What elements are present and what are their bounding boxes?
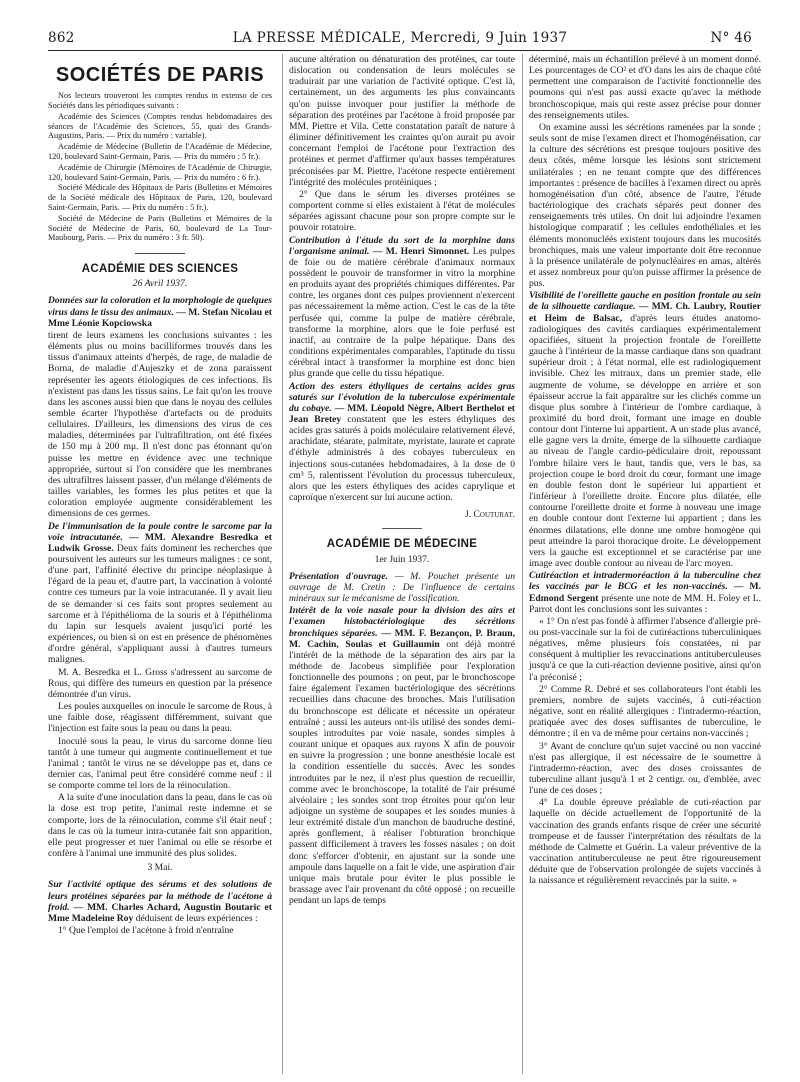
article-authors: — MM. Ch. Laubry, Routier et Heim de Balsac, <box>529 301 761 324</box>
divider <box>382 528 422 529</box>
article-text: — M. Pouchet présente un ouvrage de M. Cretin : De l'influence de certains minéraux sur le mécanisme de l'ossification. <box>289 570 515 605</box>
article-text: Les poules auxquelles on inocule le sarcome de Rous, à une faible dose, réagissent différemment, suivant que l'injection est faite sous la peau ou dans la peau. <box>48 701 272 735</box>
article-title: Contribution à l'étude du sort de la morphine dans l'organisme animal. <box>289 234 515 257</box>
society-entry: Académie de Médecine (Bulletin de l'Académie de Médecine, 120, boulevard Saint-Germain, Paris. — Prix du numéro : 5 fr.). <box>48 142 272 161</box>
society-entry: Académie des Sciences (Comptes rendus hebdomadaires des séances de l'Académie des Sciences, 55, quai des Grands-Augustins, Paris. — Prix du numéro : variable). <box>48 111 272 141</box>
article-heading <box>289 235 515 380</box>
society-entry: Société Médicale des Hôpitaux de Paris (Bulletins et Mémoires de la Société médicale des Hôpitaux de Paris, 120, boulevard Saint-Germain, Paris. — Prix du numéro : 5 fr.). <box>48 183 272 212</box>
article-authors: — MM. Charles Achard, Augustin Boutaric et Mme Madeleine Roy <box>48 901 272 924</box>
article-text: d'après leurs études anatomo-radiologiques des cavités cardiaques expérimentalement opacifiées, situent la projection frontale de l'oreillette gauche à l'intérieur de la masse cardiaque dans son quadrant supérieur droit ; à l'état normal, elle est radiologiquement invisible. Chez les mitraux, dans un premier stade, elle augmente de volume, se développe en arrière et son épaisseur accrue la fait apparaître sur les clichés comme un disque plus sombre à l'intérieur de l'ombre cardiaque, à proximité du bord droit, formant une image en double contour dont l'interne lui appartient. A un stade plus avancé, elle gagne vers la droite, émerge de la silhouette cardiaque au niveau de l'angle cardio-pédiculaire droit, repoussant l'ombre hilaire vers le haut, tandis que, vers le bas, sa projection coupe le bord droit du cœur, formant une image en double feston dont le supérieur lui appartient et l'inférieur à l'oreillette droite. Encore plus dilatée, elle contourne l'oreillette droite et forme à nouveau une image en double contour dont l'externe lui appartient ; dans les énormes dilatations, elle donne une ombre homogène qui peut atteindre la paroi thoracique droite. Le développement vers la gauche est exceptionnel et se caractérise par une image avec double contour au niveau de l'arc moyen. <box>529 312 761 570</box>
article-authors: — M. Stefan Nicolau et Mme Léonie Kopciowska <box>48 306 272 329</box>
article-text: 2° Comme R. Debré et ses collaborateurs l'ont établi les premiers, nombre de sujets vaccinés, à cuti-réaction négative, sont en réalité allergiques : l'intradermo-réaction, pratiquée avec des doses suffisantes de tuberculine, le démontre ; il en va de même pour certains non-vaccinés ; <box>529 683 761 740</box>
header-rule <box>48 50 752 51</box>
article-text: Deux faits dominent les recherches que poursuivent les auteurs sur les tumeurs malignes : ce sont, d'une part, l'affinité élective du principe néoplasique à l'égard de la peau et, d'autre part, la vaccination à volonté contre ces tumeurs par la voie intracutanée. Il y avait lieu de se demander si ces faits sont propres seulement au sarcome et à l'épithélioma de la souris et à l'épithélioma du lapin sur lesquels avaient jusqu'ici porté les expériences, ou bien si on est en présence de phénomènes d'ordre général, s'appliquant aussi à d'autres tumeurs malignes. <box>48 542 272 666</box>
article-title: Cutiréaction et intradermoréaction à la tuberculine chez les vaccinés par le BCG et les non-vaccinés. <box>529 570 761 593</box>
article-authors: — M. Edmond Sergent <box>529 581 761 604</box>
article-text: 3° Avant de conclure qu'un sujet vacciné ou non vacciné n'est pas allergique, il est nécessaire de le soumettre à l'intradermo-réaction, avec des doses croissantes de tuberculine allant jusqu'à 1 et 2 centigr. ou, d'emblée, avec l'une de ces doses ; <box>529 740 761 797</box>
article-text: M. A. Besredka et L. Gross s'adressent au sarcome de Rous, qui diffère des tumeurs en question par la présence démontrée d'un virus. <box>48 666 272 700</box>
page-number: 862 <box>48 30 75 46</box>
article-heading <box>48 295 272 328</box>
article-heading <box>529 570 761 615</box>
article-title: Intérêt de la voie nasale pour la division des airs et l'examen histobactériologique des sécrétions bronchiques séparées. <box>289 605 515 639</box>
article-heading <box>289 571 515 604</box>
middle-column <box>282 54 515 1074</box>
article-authors: — MM. Léopold Nègre, Albert Berthelot et Jean Bretey <box>289 402 515 425</box>
article-text: A la suite d'une inoculation dans la peau, dans le cas où la dose est trop petite, l'animal reste indemne et se comporte, lors de la réinoculation, comme s'il était neuf ; dans le cas où la tumeur intra-cutanée fait son apparition, elle peut progresser et tuer l'animal ou elle se résorbe et confère à l'animal une immunité des plus solides. <box>48 792 272 860</box>
journal-title: LA PRESSE MÉDICALE, Mercredi, 9 Juin 1937 <box>232 30 568 46</box>
article-text: aucune altération ou dénaturation des protéines, car toute dislocation ou condensation de leurs molécules se traduirait par une variation de l'activité optique. C'est là, certainement, un des arguments les plus convaincants qu'on puisse invoquer pour justifier la méthode de séparation des protéines par l'acétone à froid proposée par MM. Piettre et Vila. Cette constatation paraît de nature à éliminer définitivement les craintes qu'on aurait pu avoir concernant l'emploi de l'acétone pour l'extraction des protéines et permet d'affirmer qu'aux basses températures préconisées par M. Piettre, l'acétone respecte entièrement l'intégrité des molécules protéiniques ; <box>289 54 515 188</box>
page-header <box>48 30 752 50</box>
article-heading <box>289 605 515 906</box>
article-text: On examine aussi les sécrétions ramenées par la sonde ; seuls sont de mise l'examen direct et l'homogénéisation, car la culture des sécrétions est presque toujours positive des deux côtés, même lorsque les lésions sont strictement unilatérales ; en ne tenant compte que des différences importantes : présence de bacilles à l'examen direct ou après homogénéisation d'un côté, absence de l'autre, l'étude bactériologique des crachats séparés peut donner des renseignements très utiles. On doit lui adjoindre l'examen histologique comparatif ; les cellules endothéliales et les éléments mononucléés existent toujours dans les mucosités bronchiques, mais une valeur importante doit être reconnue à la présence unilatérale de polynucléaires en amas, altérés et assez nombreux pour qu'on puisse affirmer la présence de pus. <box>529 121 761 290</box>
section-heading: ACADÉMIE DE MÉDECINE <box>326 538 478 551</box>
divider <box>135 253 185 254</box>
article-title: Sur l'activité optique des sérums et des solutions de leurs protéines séparées par la méthode de l'acétone à froid. <box>48 879 272 913</box>
session-date: 26 Avril 1937. <box>132 278 188 290</box>
right-column <box>522 54 761 1074</box>
session-date: 3 Mai. <box>147 862 173 874</box>
article-title: Données sur la coloration et la morphologie de quelques virus dans le tissu des animaux. <box>48 295 272 318</box>
article-authors: — MM. F. Bezançon, P. Braun, M. Cachin, Soulas et Guillaumin <box>289 627 515 650</box>
article-title: De l'immunisation de la poule contre le sarcome par la voie intracutanée. <box>48 520 272 543</box>
article-heading <box>529 290 761 569</box>
article-heading <box>289 381 515 504</box>
article-title: Présentation d'ouvrage. <box>289 570 388 582</box>
signature: J. Couturat. <box>465 509 515 521</box>
issue-number: N° 46 <box>710 30 752 46</box>
article-title: Visibilité de l'oreillette gauche en position frontale au sein de la silhouette cardiaque. <box>529 290 761 313</box>
article-text: 4° La double épreuve préalable de cuti-réaction par laquelle on décide actuellement de l'opportunité de la vaccination des grands enfants risque de créer une sécurité trompeuse et de fausser l'interprétation des résultats de la méthode de Calmette et Guérin. La valeur préventive de la vaccination antituberculeuse ne peut être rigoureusement déduite que de l'observation prolongée de sujets vaccinés à la naissance et régulièrement revaccinés par la suite. » <box>529 797 761 887</box>
article-text: tirent de leurs examens les conclusions suivantes : les éléments plus ou moins bacilliformes trouvés dans les tissus d'animaux atteints d'herpès, de rage, de maladie de Borna, de maladie d'Aujeszky et de zona paraissent représenter les agents étiologiques de ces infections. Ils n'existent pas dans les tissus sains. Le fait qu'on les trouve dans les ascones aussi bien que dans le noyau des cellules semble écarter l'hypothèse d'artefacts ou de produits cellulaires. D'ailleurs, les dimensions des virus de ces maladies, déterminées par l'ultrafiltration, ont été fixées de 150 mμ à 200 mμ. Il n'est donc pas étonnant qu'on puisse les mettre en évidence avec une technique appropriée, surtout si l'on considère que les membranes des ultrafiltres laissent passer, d'un mélange d'éléments de tailles variables, les formes les plus petites et que la coloration employée augmente considérablement les dimensions de ces germes. <box>48 329 272 520</box>
intro-text: Nos lecteurs trouveront les comptes rendus in extenso de ces Sociétés dans les périodiques suivants : <box>48 91 272 110</box>
article-text: déterminé, mais un échantillon prélevé à un moment donné. Les pourcentages de CO² et d'O dans les airs de chaque côté permettent une comparaison de l'activité fonctionnelle des poumons qui n'est pas aussi exacte qu'avec la méthode bronchoscopique, mais qui reste assez précise pour donner des renseignements utiles. <box>529 54 761 121</box>
page-title: SOCIÉTÉS DE PARIS <box>55 64 265 86</box>
article-authors: — MM. Alexandre Besredka et Ludwik Grosse. <box>48 531 272 554</box>
article-text: Les pulpes de foie ou de matière cérébrale d'animaux normaux possèdent le pouvoir de transformer in vitro la morphine en produits ayant des propriétés chimiques différentes. Par contre, les organes dont ces pulpes proviennent n'exercent pas nécessairement la même action. C'est le cas de la tête perfusée qui, comme la pulpe de matière cérébrale, transforme la morphine, alors que le foie perfusé est inactif, au contraire de la pulpe hépatique. Dans des conditions expérimentales comparables, l'aptitude du tissu cérébral intact à transformer la morphine est donc bien plus grande que celle du tissu hépatique. <box>289 245 515 380</box>
article-text: 1° Que l'emploi de l'acétone à froid n'entraîne <box>58 925 234 937</box>
article-text: présente une note de MM. H. Foley et L. Parrot dont les conclusions sont les suivantes : <box>529 592 761 615</box>
article-text: 2° Que dans le sérum les diverses protéines se comportent comme si elles existaient à l'état de molécules séparées agissant chacune pour son propre compte sur le pouvoir rotatoire. <box>289 188 515 234</box>
left-column <box>48 54 272 1074</box>
article-title: Action des esters éthyliques de certains acides gras saturés sur l'évolution de la tuberculose expérimentale du cobaye. <box>289 380 515 414</box>
article-heading <box>48 521 272 666</box>
article-text: ont déjà montré l'intérêt de la méthode de la séparation des airs par la méthode de Jacobeus simplifiée pour l'exploration fonctionnelle des poumons ; on peut, par le bronchoscope faire également l'examen bactériologique des sécrétions recueillies dans chacune des bronches. Mais l'utilisation du bronchoscope est délicate et nécessite un opérateur entraîné ; aussi les auteurs ont-ils utilisé des sondes demi-souples introduites par voie nasale, sondes simples à courant unique et opaques aux rayons X afin de pouvoir en suivre la progression ; une bonne anesthésie locale est la condition essentielle du succès. Avec les sondes introduites par le nez, il n'est plus question de recueillir, comme avec le bronchoscope, la totalité de l'air présumé alvéolaire ; les sondes sont trop étroites pour qu'on leur adjoigne un système de soupapes et les sondes munies à leur extrémité distale d'un manchon de baudruche destiné, après gonflement, à réaliser l'obturation bronchique passent difficilement à travers les fosses nasales ; on doit donc s'efforcer d'obtenir, en ajustant sur la sonde une ampoule dans laquelle on a fait le vide, une aspiration d'air unique mais brutale pour éviter le plus possible le brassage avec l'air provenant du côté opposé ; on recueille pendant un laps de temps <box>289 638 515 907</box>
article-authors: — M. Henri Simonnet. <box>372 245 470 257</box>
session-date: 1er Juin 1937. <box>374 553 430 565</box>
article-text: déduisent de leurs expériences : <box>135 912 258 924</box>
section-heading: ACADÉMIE DES SCIENCES <box>81 263 239 276</box>
article-text: Inoculé sous la peau, le virus du sarcome donne lieu tantôt à une tumeur qui augmente continuellement et tue l'animal ; tantôt le virus ne se développe pas et, dans ce dernier cas, l'animal peut être considéré comme neuf : il se comporte comme tel lors de la réinoculation. <box>48 735 272 792</box>
article-text: « 1° On n'est pas fondé à affirmer l'absence d'allergie pré- ou post-vaccinale sur la foi de cutiréactions tuberculiniques négatives, même plusieurs fois constatées, ni par conséquent à multiplier les revaccinations antituberculeuses jusqu'à ce que la cuti-réaction devienne positive, ainsi qu'on l'a préconisé ; <box>529 615 761 683</box>
article-text: constatent que les esters éthyliques des acides gras saturés à poids moléculaire relativement élevé, arachidate, stéarate, palmitate, myristate, laurate et caprate d'éthyle administrés à des cobayes tuberculeux en injections sous-cutanées hebdomadaires, à la dose de 0 cm³ 5, ralentissent l'évolution du processus tuberculeux, alors que les esters éthyliques des acides caprylique et caproïque n'exercent sur lui aucune action. <box>289 414 515 504</box>
article-heading <box>48 879 272 924</box>
society-entry: Académie de Chirurgie (Mémoires de l'Académie de Chirurgie, 120, boulevard Saint-Germain, Paris. — Prix du numéro : 6 fr.). <box>48 162 272 182</box>
society-entry: Société de Médecine de Paris (Bulletins et Mémoires de la Société de Médecine de Paris, 60, boulevard de La Tour-Maubourg, Paris. — Prix du numéro : 3 fr. 50). <box>48 213 272 243</box>
